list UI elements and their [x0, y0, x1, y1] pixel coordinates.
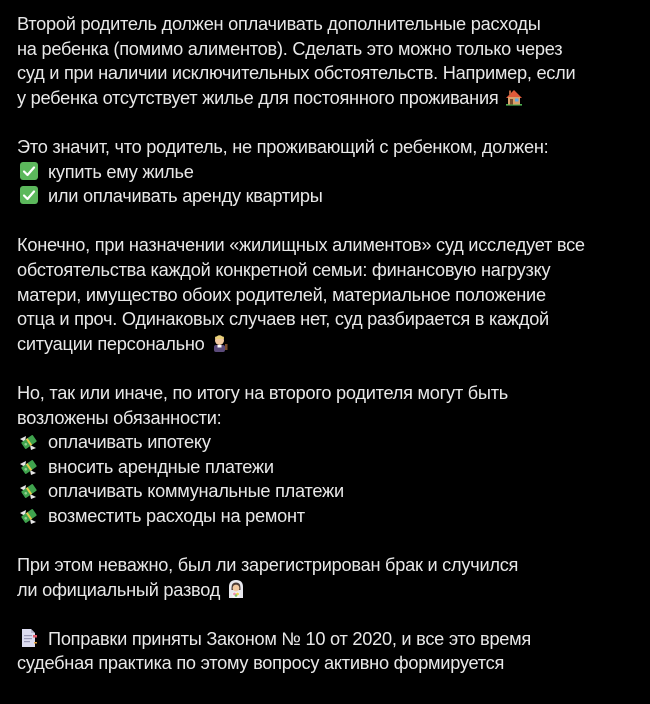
list-item: [17, 455, 642, 480]
text-line-with-emoji: [17, 578, 642, 603]
text-line: матери, имущество обоих родителей, материальное положение: [17, 284, 546, 305]
list-item: [17, 479, 642, 504]
bride-with-veil-icon: [226, 579, 246, 599]
document-icon: [19, 628, 39, 648]
judge-icon: [210, 333, 230, 353]
text-line: ситуации персонально: [17, 333, 205, 354]
text-line: Второй родитель должен оплачивать дополнительные расходы: [17, 14, 541, 34]
text-line: судебная практика по этому вопросу активно формируется: [17, 653, 505, 674]
money-with-wings-icon: [19, 431, 39, 451]
list-item: [17, 184, 642, 209]
text-line-with-emoji: [17, 86, 642, 111]
list-item-label: возместить расходы на ремонт: [48, 505, 305, 526]
text-line: суд и при наличии исключительных обстоятельств. Например, если: [17, 63, 576, 84]
paragraph-additional-expenses: [17, 12, 642, 110]
house-icon: [504, 87, 524, 107]
paragraph-marriage-status: [17, 553, 642, 602]
money-with-wings-icon: [19, 456, 39, 476]
message-body: [17, 12, 642, 676]
list-item-label: вносить арендные платежи: [48, 456, 274, 477]
check-mark-icon: [19, 161, 39, 181]
text-line: у ребенка отсутствует жилье для постоянного проживания: [17, 87, 499, 108]
text-line: Но, так или иначе, по итогу на второго родителя могут быть: [17, 382, 509, 403]
paragraph-gap: [17, 110, 642, 135]
text-line: обстоятельства каждой конкретной семьи: финансовую нагрузку: [17, 259, 551, 280]
text-line-with-emoji: [17, 332, 642, 357]
check-mark-icon: [19, 185, 39, 205]
text-line: Это значит, что родитель, не проживающий с ребенком, должен:: [17, 136, 549, 157]
text-line: При этом неважно, был ли зарегистрирован брак и случился: [17, 555, 519, 576]
paragraph-law-amendments: [17, 627, 642, 676]
text-line-with-emoji: [17, 627, 642, 652]
paragraph-possible-duties: [17, 381, 642, 529]
list-item-label: оплачивать коммунальные платежи: [48, 481, 344, 502]
text-line: ли официальный развод: [17, 579, 221, 600]
money-with-wings-icon: [19, 480, 39, 500]
list-item-label: или оплачивать аренду квартиры: [48, 186, 323, 207]
paragraph-court-review: [17, 233, 642, 356]
text-line: возложены обязанности:: [17, 407, 222, 428]
list-item-label: оплачивать ипотеку: [48, 432, 211, 453]
money-with-wings-icon: [19, 505, 39, 525]
paragraph-gap: [17, 356, 642, 381]
paragraph-obligations-intro: [17, 135, 642, 209]
paragraph-gap: [17, 602, 642, 627]
list-item: [17, 504, 642, 529]
paragraph-gap: [17, 209, 642, 234]
text-line: Поправки приняты Законом № 10 от 2020, и все это время: [48, 628, 532, 649]
text-line: Конечно, при назначении «жилищных алиментов» суд исследует все: [17, 235, 585, 256]
text-line: на ребенка (помимо алиментов). Сделать это можно только через: [17, 38, 563, 59]
list-item: [17, 160, 642, 185]
paragraph-gap: [17, 528, 642, 553]
list-item: [17, 430, 642, 455]
text-line: отца и проч. Одинаковых случаев нет, суд разбирается в каждой: [17, 309, 549, 330]
list-item-label: купить ему жилье: [48, 161, 194, 182]
